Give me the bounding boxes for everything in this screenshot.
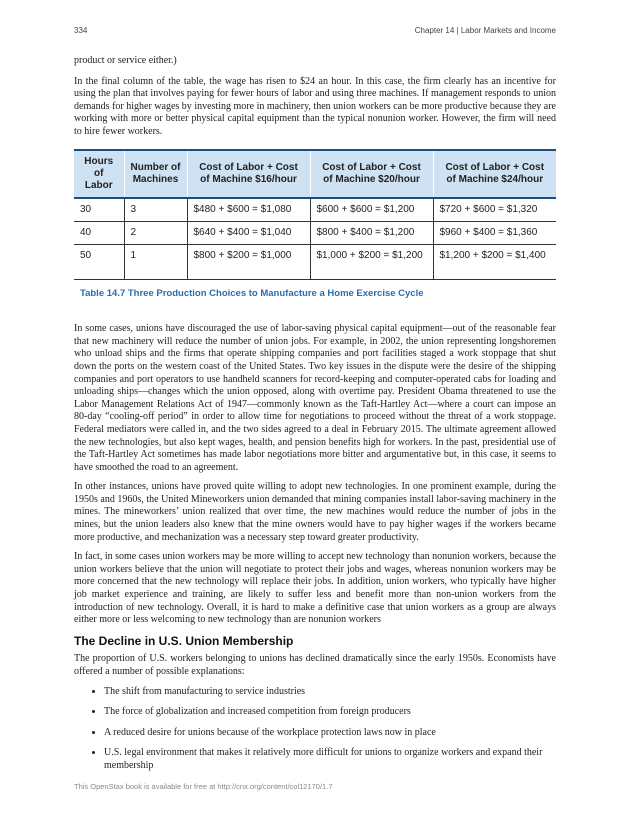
table-header-row: [74, 150, 556, 198]
table-cell: $1,000 + $200 = $1,200: [310, 244, 433, 279]
list-item: • The force of globalization and increased competition from foreign producers: [104, 706, 556, 719]
table-cell: 40: [74, 221, 124, 244]
table-header-cell: Cost of Labor + Cost of Machine $16/hour: [187, 150, 310, 198]
paragraph-labor-saving: In some cases, unions have discouraged the use of labor-saving physical capital equipment—out of the reasonable fear that new machinery will reduce the number of union jobs. For example, in 2002, the union representing longshoremen who unload ships and the firms that operate shipping companies and port facilities staged a work stoppage that shut down the ports on the western coast of the United States. Two key issues in the dispute were the desire of the shipping companies and port operators to use handheld scanners for record-keeping and computer-operated cabs for loading and unloading ships—changes which the union opposed, along with overtime pay. President Obama threatened to use the Labor Management Relations Act of 1947—commonly known as the Taft-Hartley Act—where a court can impose an 80-day “cooling-off period” in order to allow time for negotiations to proceed without the threat of a work stoppage. Federal mediators were called in, and the two sides agreed to a deal in February 2015. The ultimate agreement allowed the new technologies, but also kept wages, health, and pension benefits high for workers. In the past, presidential use of the Taft-Hartley Act sometimes has made labor negotiations more bitter and argumentative but, in this case, it seems to have smoothed the road to an agreement.: [74, 323, 556, 473]
table-cell: 3: [124, 198, 187, 222]
chapter-title: Chapter 14 | Labor Markets and Income: [414, 26, 556, 35]
list-item: • U.S. legal environment that makes it relatively more difficult for unions to organize workers and expand their membership: [104, 747, 556, 772]
table-header-cell: Cost of Labor + Cost of Machine $20/hour: [310, 150, 433, 198]
paragraph-decline: The proportion of U.S. workers belonging to unions has declined dramatically since the early 1950s. Economists have offered a number of possible explanations:: [74, 653, 556, 677]
paragraph-final-column: In the final column of the table, the wage has risen to $24 an hour. In this case, the firm clearly has an incentive for using the plan that involves paying for fewer hours of labor and using three machines. If management responds to union demands for higher wages by investing more in machinery, then union workers can be more productive because they are working with more or better physical capital equipment than the typical nonunion worker. However, the firm will need to hire fewer workers.: [74, 75, 556, 137]
table-cell: $600 + $600 = $1,200: [310, 198, 433, 222]
table-cell: $480 + $600 = $1,080: [187, 198, 310, 222]
table-row: [74, 198, 556, 222]
production-choices-table: [74, 149, 556, 280]
paragraph-continuation: product or service either.): [74, 55, 177, 66]
table-cell: 2: [124, 221, 187, 244]
table-cell: 50: [74, 244, 124, 279]
explanations-list: [74, 686, 556, 773]
paragraph-union-workers: In fact, in some cases union workers may be more willing to accept new technology than nonunion workers, because the union workers believe that the union will negotiate to protect their jobs and wages, whereas nonunion workers may be more concerned that the new technology will replace their jobs. In addition, union workers, who typically have higher job market experience and training, are likely to suffer less and benefit more than non-union workers from the introduction of new technology. Overall, it is hard to make a definitive case that union workers as a group are always either more or less welcoming to new technology than are nonunion workers: [74, 551, 556, 626]
table-header-cell: Number of Machines: [124, 150, 187, 198]
table-caption: Table 14.7 Three Production Choices to Manufacture a Home Exercise Cycle: [80, 287, 424, 299]
list-item: • The shift from manufacturing to service industries: [104, 686, 556, 699]
section-heading: The Decline in U.S. Union Membership: [74, 633, 294, 648]
table-row: [74, 221, 556, 244]
production-choices-table-wrapper: [74, 149, 556, 280]
table-cell: 30: [74, 198, 124, 222]
list-item: • A reduced desire for unions because of the workplace protection laws now in place: [104, 727, 556, 740]
page-footer: This OpenStax book is available for free at http://cnx.org/content/col12170/1.7: [74, 782, 333, 791]
table-row: [74, 244, 556, 279]
table-cell: $640 + $400 = $1,040: [187, 221, 310, 244]
table-cell: 1: [124, 244, 187, 279]
table-cell: $960 + $400 = $1,360: [433, 221, 556, 244]
table-cell: $800 + $200 = $1,000: [187, 244, 310, 279]
page-number: 334: [74, 26, 88, 35]
page-content: [74, 55, 556, 781]
table-cell: $720 + $600 = $1,320: [433, 198, 556, 222]
table-cell: $800 + $400 = $1,200: [310, 221, 433, 244]
paragraph-mineworkers: In other instances, unions have proved quite willing to adopt new technologies. In one prominent example, during the 1950s and 1960s, the United Mineworkers union demanded that mining companies install labor-saving machinery in the mines. The mineworkers’ union realized that over time, the new machines would reduce the number of jobs in the mines, but the union leaders also knew that the mine owners would have to pay higher wages if the workers became more productive, and mechanization was a necessary step toward greater productivity.: [74, 481, 556, 543]
table-header-cell: Cost of Labor + Cost of Machine $24/hour: [433, 150, 556, 198]
table-header-cell: Hours of Labor: [74, 150, 124, 198]
table-cell: $1,200 + $200 = $1,400: [433, 244, 556, 279]
